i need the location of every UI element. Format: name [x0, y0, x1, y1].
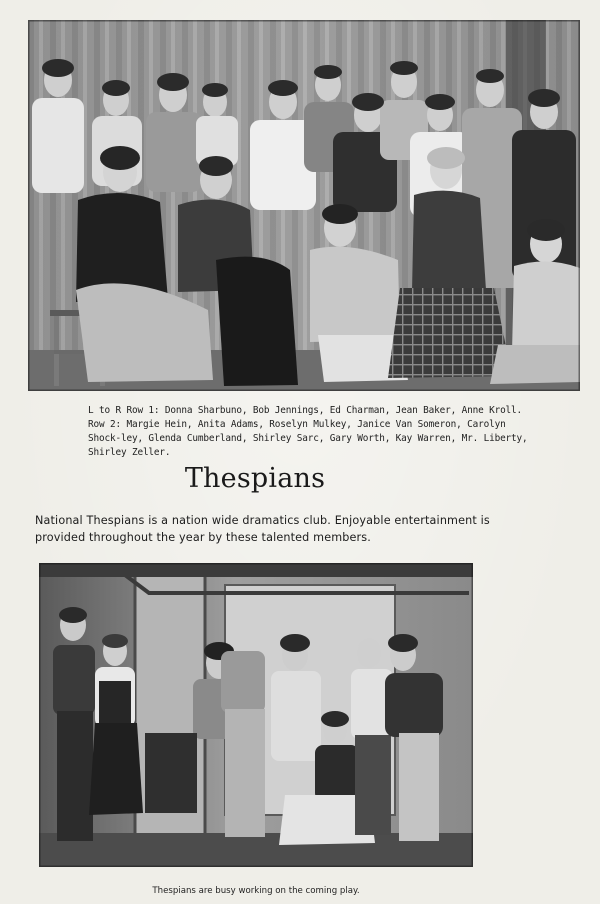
caption-row-1: L to R Row 1: Donna Sharbuno, Bob Jennings, Ed Charman, Jean Baker, Anne Kroll.: [88, 405, 523, 416]
section-description: National Thespians is a nation wide dramatics club. Enjoyable entertainment is provided throughout the year by these talented members.: [35, 514, 490, 544]
group-photo-caption: [88, 404, 543, 460]
rehearsal-photo-illustration: [39, 563, 473, 867]
caption-row-2: Row 2: Margie Hein, Anita Adams, Roselyn Mulkey, Janice Van Someron, Carolyn Shock-ley, Glenda Cumberland, Shirley Sarc, Gary Worth, Kay Warren, Mr. Liberty, Shirley Zeller.: [88, 419, 528, 458]
group-photo-illustration: [28, 20, 580, 391]
group-photo-thespians: [28, 20, 580, 391]
section-title: Thespians: [184, 463, 326, 494]
rehearsal-photo: [39, 563, 473, 867]
rehearsal-photo-caption: Thespians are busy working on the coming play.: [152, 886, 360, 896]
